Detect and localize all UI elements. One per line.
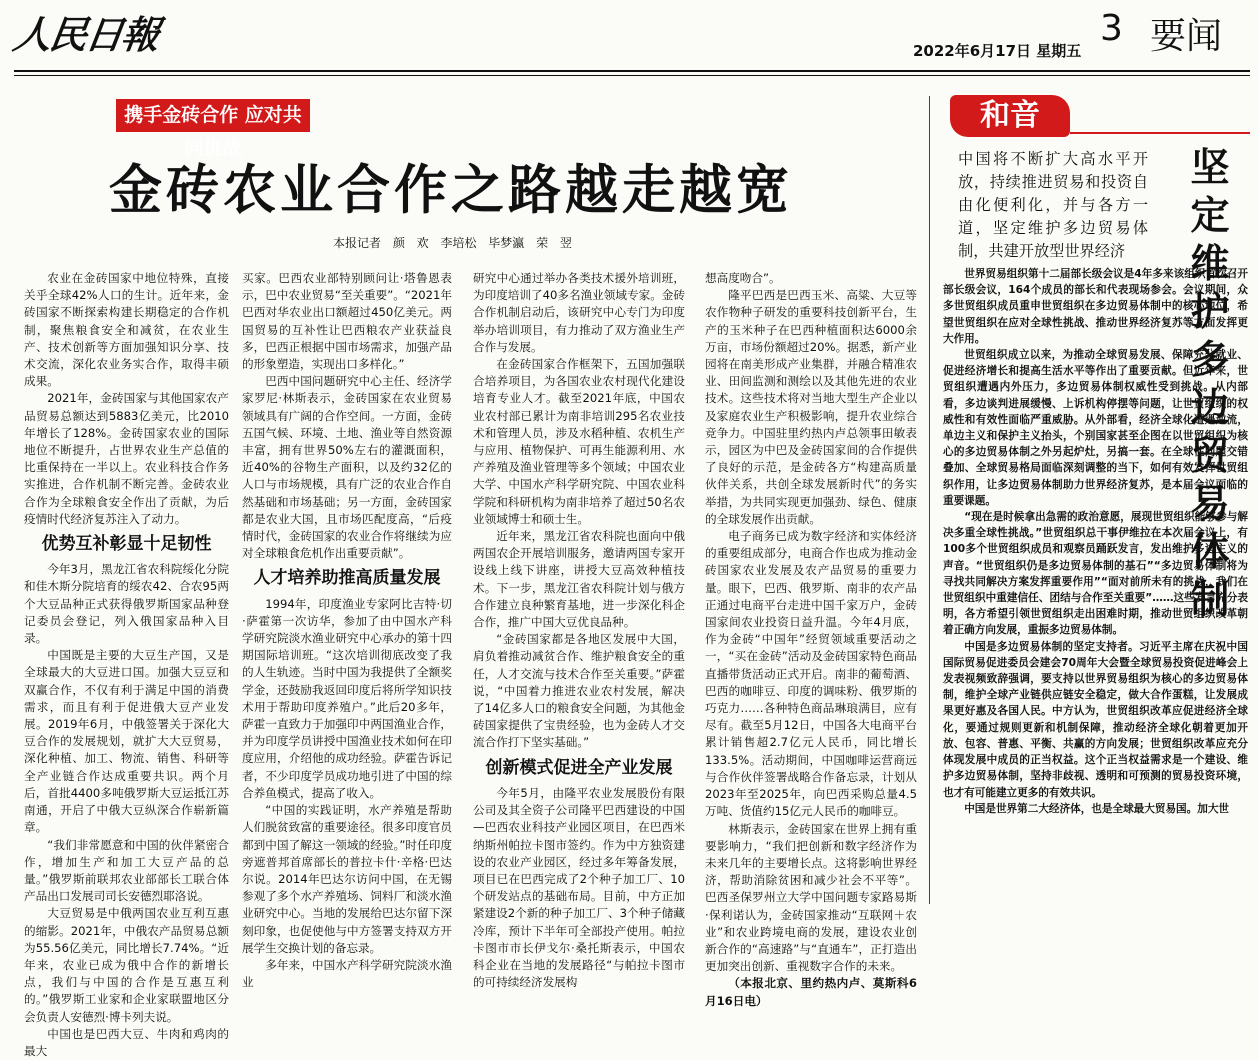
paragraph: 今年3月，黑龙江省农科院绥化分院和佳木斯分院培育的绥农42、合农95两个大豆品种正式获得俄罗斯国家品种登记委员会登记，列入俄国家品种入目录。	[24, 562, 229, 646]
topic-banner: 携手金砖合作 应对共同挑战	[116, 99, 310, 132]
article-signoff: （本报北京、里约热内卢、莫斯科6月16日电）	[705, 976, 917, 1008]
subheading-2: 人才培养助推高质量发展	[253, 568, 441, 589]
paragraph: 中国是世界第二大经济体，也是全球最大贸易国。加大世	[964, 802, 1230, 815]
article-column-1	[24, 270, 229, 1058]
article-headline: 金砖农业合作之路越走越宽	[109, 160, 793, 221]
paragraph: 林斯表示，金砖国家在世界上拥有重要影响力，“我们把创新和数字经济作为未来几年的主要增长点。这将影响世界经济，帮助消除贫困和减少社会不平等”。巴西圣保罗州立大学中国问题专家路易斯·保利诺认为，金砖国家推动“互联网＋农业”和农业跨境电商的发展，建设农业创新合作的“高速路”与“直通车”，正打造出更加突出创新、重视数字合作的未来。	[705, 821, 917, 974]
paragraph: 多年来，中国水产科学研究院淡水渔业	[242, 957, 452, 990]
article-column-4	[705, 270, 917, 1008]
paragraph: “我们非常愿意和中国的伙伴紧密合作，增加生产和加工大豆产品的总量。”俄罗斯前联邦农业部部长工联合体产品出口发展司司长安德烈耶洛说。	[24, 837, 229, 904]
paragraph: 电子商务已成为数字经济和实体经济的重要组成部分，电商合作也成为推动金砖国家农业发展及农产品贸易的重要力量。眼下，巴西、俄罗斯、南非的农产品正通过电商平台走进中国千家万户，金砖国家间农业投资日益升温。今年4月底，作为金砖“中国年”经贸领域重要活动之一，“买在金砖”活动及金砖国家特色商品直播带货活动正式开启。南非的葡萄酒、巴西的咖啡豆、印度的调味粉、俄罗斯的巧克力……各种特色商品琳琅满目，应有尽有。截至5月12日，中国各大电商平台累计销售超2.7亿元人民币，同比增长133.5%。活动期间，中国咖啡运营商远与合作伙伴签署战略合作备忘录，计划从2023年至2025年，向巴西采购总量4.5万吨、货值约15亿元人民币的咖啡豆。	[705, 529, 917, 819]
paragraph: 世贸组织成立以来，为推动全球贸易发展、保障充分就业、促进经济增长和提高生活水平等作出了重要贡献。但近年来，世贸组织遭遇内外压力，多边贸易体制权威性受到挑战。从内部看，多边谈判进展缓慢、上诉机构停摆等问题，让世贸组织的权威性和有效性面临严重威胁。从外部看，经济全球化遭遇逆流，单边主义和保护主义抬头，个别国家甚至企图在以世贸组织为核心的多边贸易体制之外另起炉灶，另搞一套。在全球性问题交错叠加、全球贸易格局面临深刻调整的当下，如何有效发挥世贸组织作用，让多边贸易体制助力世界经济复苏，是本届会议面临的重要课题。	[943, 349, 1248, 507]
paragraph: 近年来，黑龙江省农科院也面向中俄两国农企开展培训服务，邀请两国专家开设线上线下讲座，讲授大豆高效种植技术。下一步，黑龙江省农科院计划与俄方合作建立良种繁育基地，进一步深化科企合作，推广中国大豆优良品种。	[473, 529, 685, 630]
hexin-red-rule	[1070, 132, 1250, 134]
page-number: 3	[1100, 8, 1123, 49]
article-column-2	[242, 270, 452, 990]
paragraph: “中国的实践证明，水产养殖是帮助人们脱贫致富的重要途径。很多印度官员都到中国了解这一领域的经验。”时任印度旁遮普邦首席部长的普拉卡什·辛格·巴达尔说。2014年巴达尔访问中国，在无锡参观了多个水产养殖场、饲料厂和淡水渔业研究中心。当地的发展给巴达尔留下深刻印象，也促使他与中方签署支持双方开展学生交换计划的备忘录。	[242, 803, 452, 955]
paragraph: 农业在金砖国家中地位特殊，直接关乎全球42%人口的生计。近年来，金砖国家不断探索构建长期稳定的合作机制，聚焦粮食安全和减贫，在农业生产、技术创新等方面加强知识分享、技术交流，深化农业务实合作，取得丰硕成果。	[24, 271, 229, 389]
paragraph: 中国也是巴西大豆、牛肉和鸡肉的最大	[24, 1026, 229, 1058]
article-byline: 本报记者 颜 欢 李培松 毕梦瀛 荣 翌	[333, 236, 572, 250]
article-column-3	[473, 270, 685, 990]
paragraph: “金砖国家都是各地区发展中大国，肩负着推动减贫合作、维护粮食安全的重任，人才交流与技术合作至关重要。”萨霍说，“中国着力推进农业农村发展，解决了14亿多人口的粮食安全问题，为其他金砖国家提供了宝贵经验，也为金砖人才交流合作打下坚实基础。”	[473, 632, 685, 750]
hexin-column-badge: 和音	[950, 95, 1070, 137]
paragraph: 中国是多边贸易体制的坚定支持者。习近平主席在庆祝中国国际贸易促进委员会建会70周年大会暨全球贸易投资促进峰会上发表视频致辞强调，要支持以世界贸易组织为核心的多边贸易体制，维护全球产业链供应链安全稳定，做大合作蛋糕，让发展成果更好惠及各国人民。中方认为，世贸组织改革应促进经济全球化，要通过规则更新和机制保障，推动经济全球化朝着更加开放、包容、普惠、平衡、共赢的方向发展；世贸组织改革应充分体现发展中成员的正当权益。这个正当权益需求是一个建设、维护多边贸易体制，坚持非歧视、透明和可预测的贸易投资环境，也才有可能建立更多的有效共识。	[943, 640, 1248, 799]
masthead	[0, 0, 1259, 64]
subheading-1: 优势互补彰显十足韧性	[41, 534, 212, 555]
section-name: 要闻	[1150, 16, 1223, 57]
paragraph: 在金砖国家合作框架下，五国加强联合培养项目，为各国农业农村现代化建设培育专业人才。截至2021年底，中国农业农村部已累计为南非培训295名农业技术和管理人员，涉及水稻种植、农机生产与应用、植物保护、可再生能源利用、水产养殖及渔业管理等多个领域；中国农业大学、中国水产科学研究院、中国农业科学院和科研机构为南非培养了超过50名农业领域博士和硕士生。	[473, 357, 685, 526]
paragraph: 今年5月，由隆平农业发展股份有限公司及其全资子公司隆平巴西建设的中国—巴西农业科技产业园区项目，在巴西米纳斯州帕拉卡图市签约。作为中方独资建设的农业产业园区，经过多年筹备发展，项目已在巴西完成了2个种子加工厂、10个研发站点的基础布局。目前，中方正加紧建设2个新的种子加工厂、3个种子储藏冷库，预计下半年可全部投产使用。帕拉卡图市市长伊戈尔·桑托斯表示，中国农科企业在当地的发展路径“与帕拉卡图市的可持续经济发展构	[473, 785, 685, 990]
hexin-body	[943, 266, 1248, 904]
header-rule	[14, 70, 1250, 72]
issue-date: 2022年6月17日 星期五	[913, 42, 1082, 60]
paragraph: 隆平巴西是巴西玉米、高粱、大豆等农作物种子研发的重要科技创新平台，生产的玉米种子在巴西种植面积达6000余万亩，市场份额超过20%。据悉，新产业园将在南美形成产业集群，并融合精准农业、田间监测和测绘以及其他先进的农业技术。这些技术将对当地大型生产企业以及家庭农业生产积极影响，提升农业综合竞争力。中国驻里约热内卢总领事田敏表示，园区为中巴及金砖国家间的合作提供了良好的示范，是金砖各方“构建高质量伙伴关系，共创全球发展新时代”的务实举措，为共同实现更加强劲、绿色、健康的全球发展作出贡献。	[705, 288, 917, 526]
header-rule-thin	[14, 75, 1250, 76]
paragraph: 买家。巴西农业部特别顾问让·塔鲁恩表示，巴中农业贸易“至关重要”。“2021年巴西对华农业出口额超过450亿美元。两国贸易的互补性让巴西粮农产业获益良多，巴西正根据中国市场需求，加强产品的形象塑造，实现出口多样化。”	[242, 271, 452, 372]
paragraph: 1994年，印度渔业专家阿比吉特·切·萨霍第一次访华，参加了由中国水产科学研究院淡水渔业研究中心承办的第十四期国际培训班。“这次培训彻底改变了我的人生轨迹。当时中国为我提供了全额奖学金，还鼓励我返回印度后将所学知识技术用于帮助印度养殖户。”此后20多年，萨霍一直致力于加强印中两国渔业合作，并为印度学员讲授中国渔业技术如何在印度应用，介绍他的成功经验。萨霍告诉记者，不少印度学员成功地引进了中国的综合养鱼模式，提高了收入。	[242, 596, 452, 800]
hexin-title: 坚定维护多边贸易体制	[1190, 146, 1230, 623]
paragraph: 2021年，金砖国家与其他国家农产品贸易总额达到5883亿美元，比2010年增长了128%。金砖国家农业的国际地位不断提升，占世界农业生产总值的比重保持在一半以上。农业科技合作务实推进，合作机制不断完善。金砖农业合作为全球粮食安全作出了贡献，为后疫情时代经济复苏注入了动力。	[24, 391, 229, 526]
paragraph: 大豆贸易是中俄两国农业互利互惠的缩影。2021年，中俄农产品贸易总额为55.56亿美元，同比增长7.74%。“近年来，农业已成为俄中合作的新增长点，我们与中国的合作是互惠互利的。”俄罗斯工业家和企业家联盟地区分会负责人安德烈·博卡列夫说。	[24, 906, 229, 1024]
newspaper-logo: 人民日報	[10, 12, 161, 57]
hexin-summary: 中国将不断扩大高水平开放，持续推进贸易和投资自由化便利化，并与各方一道，坚定维护多边贸易体制，共建开放型世界经济	[958, 150, 1148, 260]
column-divider	[929, 96, 930, 904]
paragraph: 世界贸易组织第十二届部长级会议是4年多来该组织首次召开部长级会议，164个成员的部长和代表现场参会。会议期间，众多世贸组织成员重申世贸组织在多边贸易体制中的核心地位，希望世贸组织在应对全球性挑战、推动世界经济复苏等方面发挥更大作用。	[943, 268, 1248, 345]
paragraph: “现在是时候拿出急需的政治意愿，展现世贸组织能够参与解决多重全球性挑战。”世贸组织总干事伊维拉在本次届会议上，有100多个世贸组织成员和观察员踊跃发言，发出维护多边主义的声音。“世贸组织仍是多边贸易体制的基石”“多边贸易体制将为寻找共同解决方案发挥重要作用”“面对前所未有的挑战，我们在世贸组织中重建信任、团结与合作至关重要”……这些发言充分表明，各方希望引领世贸组织走出困难时期，推动世贸组织改革朝着正确方向发展，重振多边贸易体制。	[943, 511, 1248, 637]
paragraph: 中国既是主要的大豆生产国，又是全球最大的大豆进口国。加强大豆豆和双赢合作，不仅有利于满足中国的消费需求，而且有利于促进俄大豆产业发展。2019年6月，中俄签署关于深化大豆合作的发展规划，就扩大大豆贸易，深化种植、加工、物流、销售、科研等全产业链合作达成重要共识。两个月后，首批4400多吨俄罗斯大豆运抵江苏南通，开启了中俄大豆纵深合作崭新篇章。	[24, 648, 229, 835]
paragraph: 巴西中国问题研究中心主任、经济学家罗尼·林斯表示，金砖国家在农业贸易领域具有广阔的合作空间。一方面，金砖五国气候、环境、土地、渔业等自然资源丰富，拥有世界50%左右的灌溉面积，近40%的谷物生产面积，以及约32亿的人口与市场规模，具有广泛的农业合作自然基础和市场基础；另一方面，金砖国家都是农业大国，且市场匹配度高，“后疫情时代，金砖国家的农业合作将继续为应对全球粮食危机作出重要贡献”。	[242, 374, 452, 561]
paragraph: 想高度吻合”。	[705, 271, 781, 285]
paragraph: 研究中心通过举办各类技术援外培训班，为印度培训了40多名渔业领域专家。金砖合作机制启动后，该研究中心专门为印度举办培训项目，有力推动了双方渔业生产合作与发展。	[473, 271, 685, 354]
subheading-3: 创新模式促进全产业发展	[485, 757, 673, 778]
